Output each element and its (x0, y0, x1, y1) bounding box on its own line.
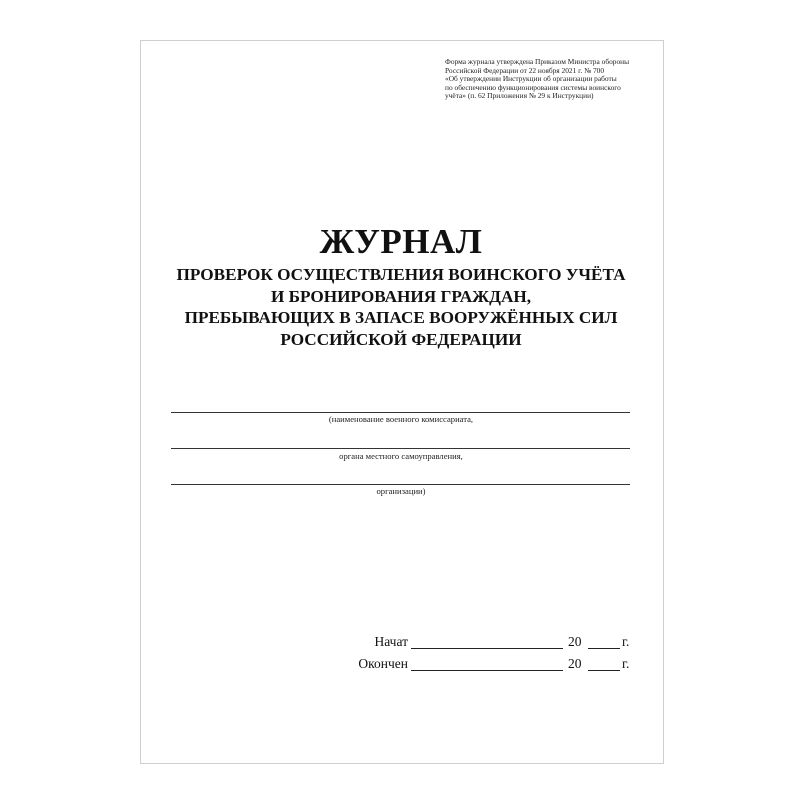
started-year-prefix: 20 (568, 634, 582, 649)
commissariat-name-line (171, 412, 630, 413)
started-date-blank (411, 648, 563, 649)
ended-year-suffix: г. (622, 656, 630, 671)
local-government-line (171, 448, 630, 449)
local-government-caption: органа местного самоуправления, (339, 451, 463, 461)
approval-note (445, 58, 631, 101)
approval-note-line: «Об утверждении Инструкции об организации работы (445, 74, 617, 84)
journal-title: ЖУРНАЛ (319, 222, 483, 261)
subtitle-line: ПРОВЕРОК ОСУЩЕСТВЛЕНИЯ ВОИНСКОГО УЧЁТА (176, 265, 626, 284)
subtitle-line: РОССИЙСКОЙ ФЕДЕРАЦИИ (280, 329, 522, 349)
approval-note-line: Российской Федерации от 22 ноября 2021 г. № 700 (445, 65, 605, 75)
approval-note-line: по обеспечению функционирования системы воинского (445, 82, 621, 92)
approval-note-line: Форма журнала утверждена Приказом Министра обороны (445, 57, 630, 66)
started-year-suffix: г. (622, 634, 630, 649)
subtitle-line: И БРОНИРОВАНИЯ ГРАЖДАН, (270, 286, 532, 306)
ended-year-prefix: 20 (568, 656, 582, 671)
subtitle-line: ПРЕБЫВАЮЩИХ В ЗАПАСЕ ВООРУЖЁННЫХ СИЛ (184, 308, 618, 327)
started-label: Начат (374, 634, 408, 649)
organization-line (171, 484, 630, 485)
started-year-blank (588, 648, 620, 649)
organization-caption: организации) (376, 486, 426, 496)
ended-label: Окончен (358, 656, 408, 671)
ended-year-blank (588, 670, 620, 671)
approval-note-line: учёта» (п. 62 Приложения № 29 к Инструкции) (445, 91, 594, 101)
ended-date-row (340, 655, 640, 673)
started-date-row (340, 633, 640, 651)
journal-subtitle (140, 264, 662, 350)
commissariat-name-caption: (наименование военного комиссариата, (328, 414, 474, 424)
ended-date-blank (411, 670, 563, 671)
